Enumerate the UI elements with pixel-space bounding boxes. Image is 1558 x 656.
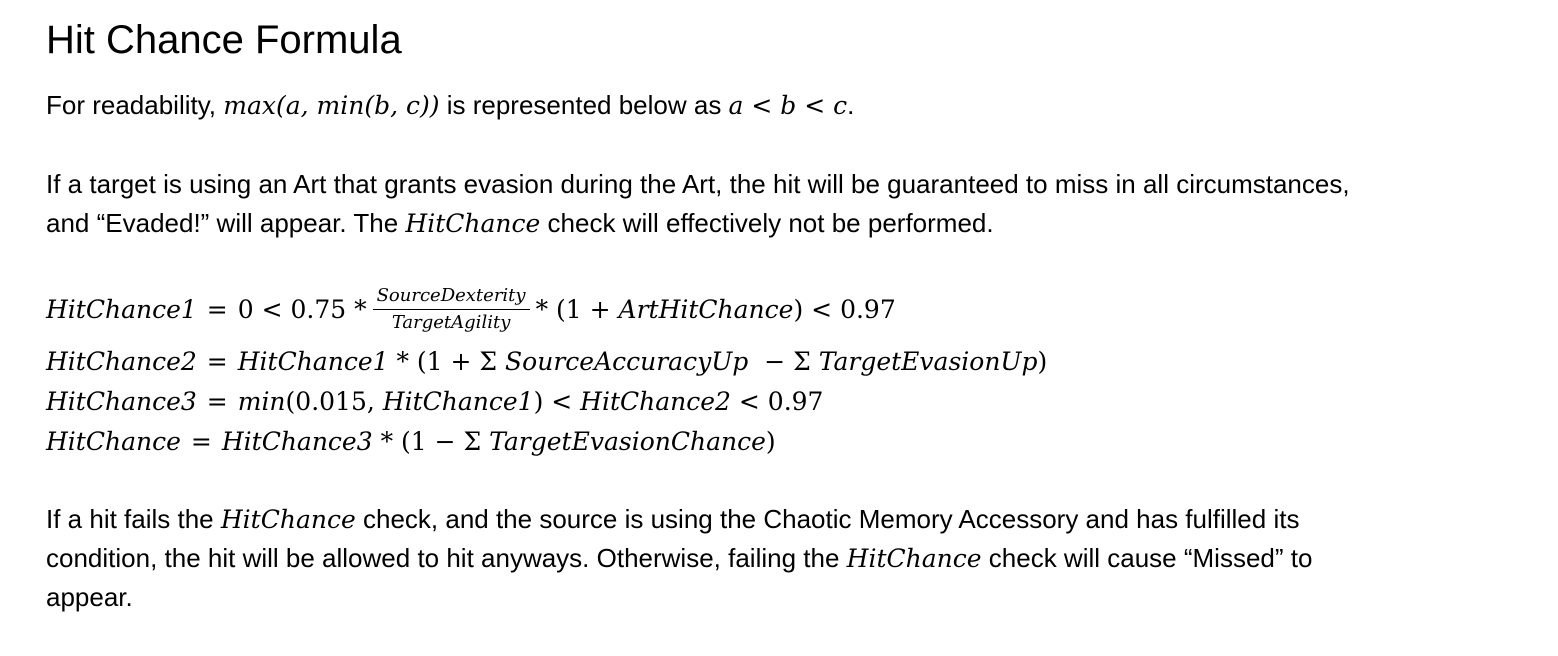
equation-variable: TargetEvasionChance (489, 426, 766, 456)
equation-lhs: HitChance (46, 426, 181, 456)
text: and “Evaded!” will appear. The (46, 208, 406, 238)
text: If a hit fails the (46, 504, 221, 534)
text: . (847, 90, 855, 120)
text: appear. (46, 582, 133, 612)
equation-variable: HitChance3 (221, 426, 373, 456)
equation-variable: ArtHitChance (618, 294, 794, 324)
equation-hitchance1 (46, 284, 896, 333)
equation-term: 0 < 0.75 * (237, 294, 367, 324)
text: check, and the source is using the Chaotic Memory Accessory and has fulfilled its (355, 504, 1300, 534)
miss-paragraph (46, 500, 1536, 617)
equation-hitchance (46, 421, 776, 461)
equation-hitchance3 (46, 381, 823, 421)
page-title: Hit Chance Formula (46, 18, 402, 62)
equation-lhs: HitChance1 (46, 294, 197, 324)
equation-variable: SourceAccuracyUp (505, 346, 749, 376)
equals-sign: = (206, 294, 228, 324)
readability-note (46, 86, 1536, 125)
equals-sign: = (206, 386, 228, 416)
text: For readability, (46, 90, 224, 120)
equals-sign: = (190, 426, 212, 456)
equation-term: < 0.97 (738, 386, 824, 416)
math-variable: HitChance (220, 505, 356, 534)
fraction-numerator: SourceDexterity (373, 285, 530, 310)
equation-term: * (1 − Σ (380, 426, 482, 456)
equation-term: ) (765, 426, 776, 456)
equation-variable: HitChance2 (580, 386, 731, 416)
equation-lhs: HitChance2 (46, 346, 197, 376)
math-expression: a < b < c (728, 91, 848, 120)
math-expression: max(a, min(b, c)) (223, 91, 440, 120)
text: check will effectively not be performed. (540, 208, 994, 238)
text: condition, the hit will be allowed to hit anyways. Otherwise, failing the (46, 543, 847, 573)
math-variable: HitChance (405, 209, 541, 238)
equation-function: min (237, 386, 286, 416)
text: is represented below as (439, 90, 729, 120)
equation-hitchance2 (46, 341, 1047, 381)
equation-term: * (1 + Σ (396, 346, 498, 376)
fraction-denominator: TargetAgility (391, 311, 511, 333)
equation-variable: HitChance1 (237, 346, 389, 376)
equation-term: ) < 0.97 (793, 294, 896, 324)
math-variable: HitChance (846, 544, 982, 573)
evasion-paragraph (46, 165, 1536, 243)
text: check will cause “Missed” to (981, 543, 1313, 573)
equation-term: (0.015, (285, 386, 375, 416)
equation-lhs: HitChance3 (46, 386, 197, 416)
equation-term: ) < (533, 386, 573, 416)
equation-term: ) (1037, 346, 1048, 376)
equation-variable: HitChance1 (382, 386, 534, 416)
equation-variable: TargetEvasionUp (818, 346, 1038, 376)
text: If a target is using an Art that grants evasion during the Art, the hit will be guaranteed to miss in all circumstances, (46, 169, 1350, 199)
equation-term: − Σ (764, 346, 811, 376)
equation-term: * (1 + (535, 294, 611, 324)
equals-sign: = (206, 346, 228, 376)
fraction (373, 285, 530, 334)
